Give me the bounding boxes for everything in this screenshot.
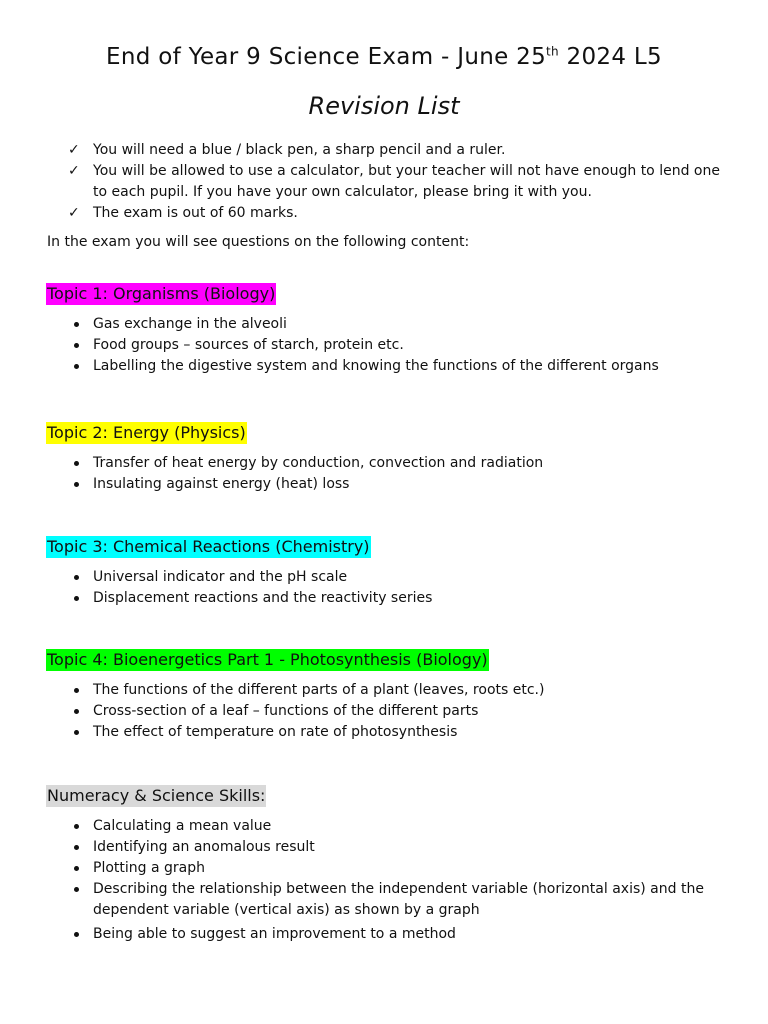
list-item	[68, 453, 748, 474]
list-item-text: Plotting a graph	[93, 860, 205, 876]
bullet-dot-icon	[74, 887, 79, 892]
list-item-text: Gas exchange in the alveoli	[93, 316, 287, 332]
requirement-item	[68, 140, 728, 161]
list-item-text: Being able to suggest an improvement to a method	[93, 926, 456, 942]
list-item	[68, 879, 748, 921]
list-item-text: Describing the relationship between the independent variable (horizontal axis) and the dependent variable (vertical axis) as shown by a graph	[93, 881, 704, 918]
requirement-text: The exam is out of 60 marks.	[93, 205, 298, 221]
list-item	[68, 837, 748, 858]
check-mark-icon: ✓	[68, 142, 80, 158]
bullet-dot-icon	[74, 688, 79, 693]
check-mark-icon: ✓	[68, 163, 80, 179]
check-mark-icon: ✓	[68, 205, 80, 221]
bullet-dot-icon	[74, 575, 79, 580]
bullet-dot-icon	[74, 845, 79, 850]
bullet-dot-icon	[74, 461, 79, 466]
list-item-text: Labelling the digestive system and knowing the functions of the different organs	[93, 358, 659, 374]
list-item-text: Calculating a mean value	[93, 818, 272, 834]
topic-3-heading: Topic 3: Chemical Reactions (Chemistry)	[47, 537, 370, 556]
list-item-text: The functions of the different parts of a plant (leaves, roots etc.)	[93, 682, 545, 698]
list-item-text: Universal indicator and the pH scale	[93, 569, 348, 585]
list-item	[68, 701, 748, 722]
document-title	[0, 44, 768, 70]
requirement-text: You will be allowed to use a calculator, but your teacher will not have enough to lend one to each pupil. If you have your own calculator, please bring it with you.	[93, 163, 720, 200]
list-item-text: The effect of temperature on rate of photosynthesis	[93, 724, 458, 740]
list-item	[68, 314, 748, 335]
topic-1-list	[68, 314, 748, 377]
topic-3-list	[68, 567, 748, 609]
requirement-item	[68, 161, 728, 203]
list-item	[68, 588, 748, 609]
requirement-item	[68, 203, 728, 224]
bullet-dot-icon	[74, 343, 79, 348]
title-superscript: th	[546, 44, 559, 59]
topic-4-list	[68, 680, 748, 743]
bullet-dot-icon	[74, 322, 79, 327]
content-intro: In the exam you will see questions on the following content:	[47, 234, 470, 250]
list-item	[68, 858, 748, 879]
bullet-dot-icon	[74, 730, 79, 735]
bullet-dot-icon	[74, 824, 79, 829]
list-item	[68, 567, 748, 588]
list-item	[68, 924, 748, 945]
list-item-text: Food groups – sources of starch, protein etc.	[93, 337, 404, 353]
bullet-dot-icon	[74, 866, 79, 871]
document-subtitle: Revision List	[308, 92, 460, 120]
list-item	[68, 356, 748, 377]
bullet-dot-icon	[74, 364, 79, 369]
list-item-text: Cross-section of a leaf – functions of the different parts	[93, 703, 479, 719]
list-item-text: Displacement reactions and the reactivity series	[93, 590, 433, 606]
requirements-checklist	[68, 140, 728, 224]
list-item	[68, 722, 748, 743]
list-item-text: Transfer of heat energy by conduction, convection and radiation	[93, 455, 544, 471]
skills-heading: Numeracy & Science Skills:	[47, 786, 266, 805]
list-item-text: Identifying an anomalous result	[93, 839, 315, 855]
bullet-dot-icon	[74, 482, 79, 487]
topic-1-heading: Topic 1: Organisms (Biology)	[47, 284, 276, 303]
list-item	[68, 335, 748, 356]
title-year-code: 2024 L5	[558, 44, 662, 70]
title-main: End of Year 9 Science Exam - June 25	[106, 44, 546, 70]
bullet-dot-icon	[74, 596, 79, 601]
topic-2-list	[68, 453, 748, 495]
list-item	[68, 474, 748, 495]
bullet-dot-icon	[74, 932, 79, 937]
list-item	[68, 816, 748, 837]
list-item	[68, 680, 748, 701]
skills-list	[68, 816, 748, 945]
topic-4-heading: Topic 4: Bioenergetics Part 1 - Photosynthesis (Biology)	[47, 650, 488, 669]
list-item-text: Insulating against energy (heat) loss	[93, 476, 350, 492]
requirement-text: You will need a blue / black pen, a sharp pencil and a ruler.	[93, 142, 506, 158]
bullet-dot-icon	[74, 709, 79, 714]
topic-2-heading: Topic 2: Energy (Physics)	[47, 423, 246, 442]
